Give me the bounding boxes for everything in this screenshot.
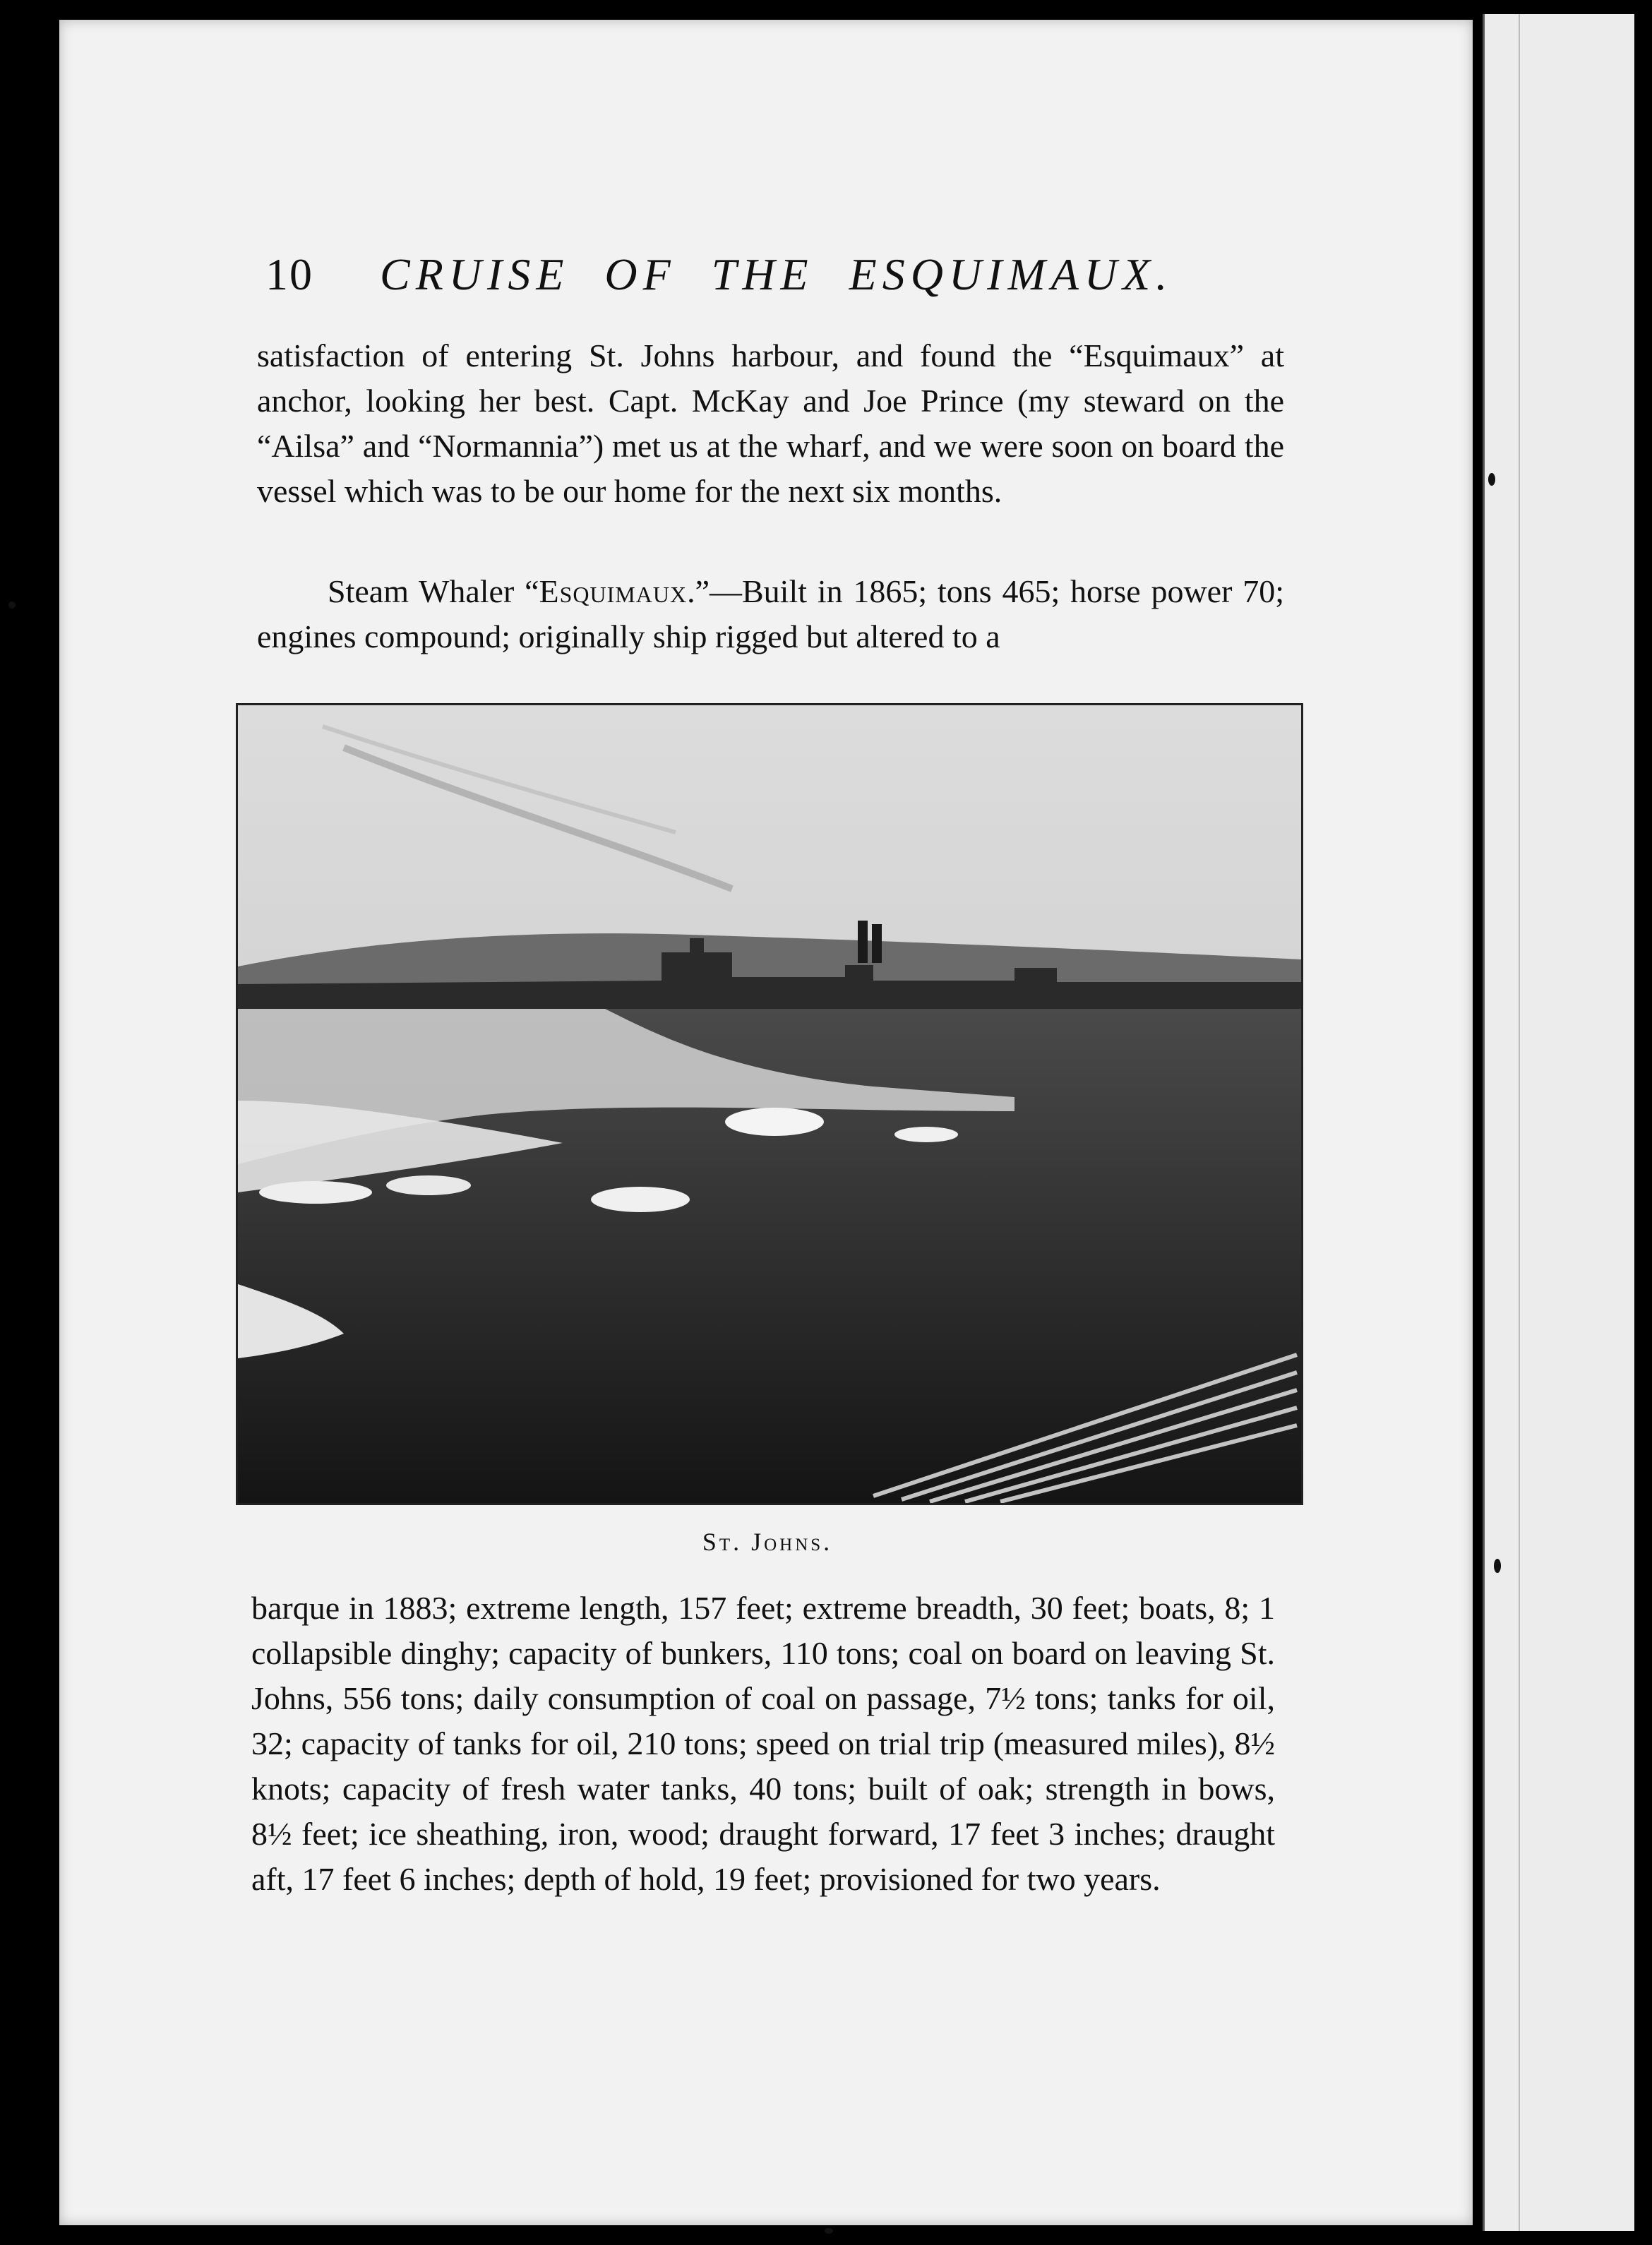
paragraph-rest: .”—Built in 1865; tons 465; horse power 70; engines compound; originally ship rigged but altered to a: [257, 573, 1284, 654]
figure-caption: St. Johns.: [702, 1528, 833, 1556]
scan-speck: [825, 2228, 833, 2234]
vessel-name: Esquimaux: [539, 573, 688, 609]
paragraph-lead: Steam Whaler “: [328, 573, 539, 609]
page-number: 10: [265, 249, 313, 299]
paragraph-arrival: satisfaction of entering St. Johns harbour, and found the “Esquimaux” at anchor, looking her best. Capt. McKay and Joe Prince (my steward on the “Ailsa” and “Normannia”) met us at the wharf, and we were soon on board the vessel which was to be our home for the next six months.: [257, 337, 1284, 509]
adjacent-page-edge: [1483, 14, 1634, 2231]
running-title: CRUISE OF THE ESQUIMAUX.: [380, 249, 1173, 299]
page-fold-line: [1519, 14, 1520, 2231]
scan-speck: [1494, 1559, 1501, 1573]
scan-speck: [8, 601, 16, 609]
running-header: [265, 249, 1197, 312]
harbour-photo-illustration: [238, 705, 1301, 1503]
scan-speck: [1488, 473, 1495, 486]
paragraph-vessel-specs-start: [257, 569, 1284, 659]
st-johns-photograph: [236, 703, 1303, 1505]
paragraph-vessel-specs-continued: barque in 1883; extreme length, 157 feet; extreme breadth, 30 feet; boats, 8; 1 collapsible dinghy; capacity of bunkers, 110 tons; coal on board on leaving St. Johns, 556 tons; daily consumption of coal on passage, 7½ tons; tanks for oil, 32; capacity of tanks for oil, 210 tons; speed on trial trip (measured miles), 8½ knots; capacity of fresh water tanks, 40 tons; built of oak; strength in bows, 8½ feet; ice sheathing, iron, wood; draught forward, 17 feet 3 inches; draught aft, 17 feet 6 inches; depth of hold, 19 feet; provisioned for two years.: [251, 1590, 1275, 1897]
